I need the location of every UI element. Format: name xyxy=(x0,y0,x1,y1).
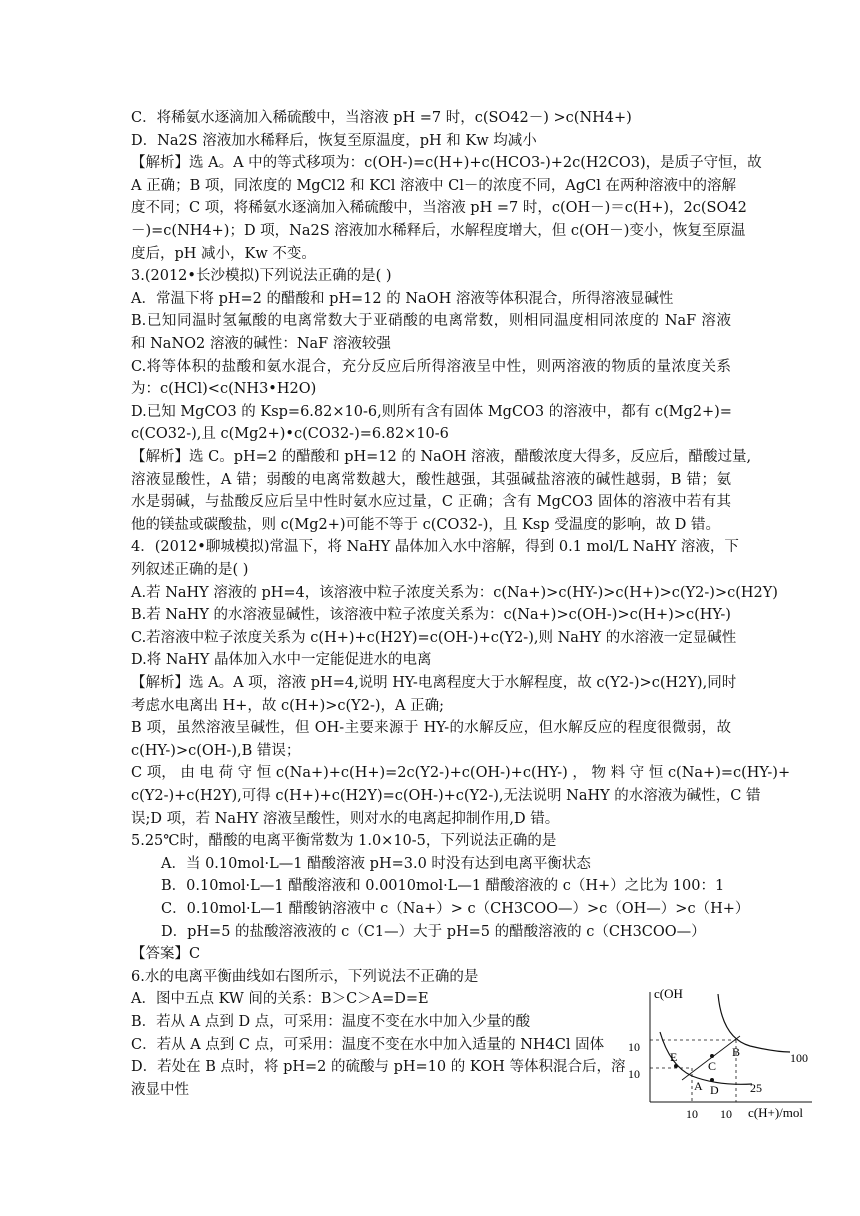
text-line: 5.25℃时，醋酸的电离平衡常数为 1.0×10-5，下列说法正确的是 xyxy=(131,833,557,850)
tick-y-2: 10 xyxy=(628,1067,640,1081)
text-line: －)=c(NH4+)；D 项，Na2S 溶液加水稀释后，水解程度增大，但 c(OH－)变小，恢复至原温 xyxy=(131,223,746,239)
text-line: D.将 NaHY 晶体加入水中一定能促进水的电离 xyxy=(131,652,432,669)
text-line: C.将等体积的盐酸和氨水混合，充分反应后所得溶液呈中性，则两溶液的物质的量浓度关系 xyxy=(131,358,731,375)
text-line: 列叙述正确的是( ) xyxy=(131,562,249,578)
point-d-marker xyxy=(710,1078,714,1082)
text-line: c(HY-)>c(OH-),B 错误； xyxy=(131,742,301,759)
text-line: 【解析】选 C。pH=2 的醋酸和 pH=12 的 NaOH 溶液，醋酸浓度大得多，反应后，醋酸过量, xyxy=(131,449,752,465)
text-line: B．0.10mol·L—1 醋酸溶液和 0.0010mol·L—1 醋酸溶液的 c（H+）之比为 100：1 xyxy=(161,878,725,895)
text-line: 【答案】C xyxy=(131,946,201,963)
text-line: 考虑水电离出 H+，故 c(H+)>c(Y2-)，A 正确; xyxy=(131,697,444,714)
text-line: 为：c(HCl)<c(NH3•H2O) xyxy=(131,381,317,398)
text-line: B.已知同温时氢氟酸的电离常数大于亚硝酸的电离常数，则相同温度相同浓度的 NaF 溶液 xyxy=(131,313,731,330)
text-line: D．pH=5 的盐酸溶液液的 c（C1—）大于 pH=5 的醋酸溶液的 c（CH3COO—） xyxy=(161,923,706,940)
text-line: 溶液显酸性，A 错；弱酸的电离常数越大，酸性越强，其强碱盐溶液的碱性越弱，B 错；氨 xyxy=(131,471,731,488)
text-line: C．将稀氨水逐滴加入稀硫酸中，当溶液 pH =7 时，c(SO42－) >c(NH4+) xyxy=(131,110,632,126)
point-label-c: C xyxy=(708,1059,717,1073)
point-label-e: E xyxy=(670,1050,678,1064)
text-line: c(Y2-)+c(H2Y),可得 c(H+)+c(H2Y)=c(OH-)+c(Y2-),无法说明 NaHY 的水溶液为碱性，C 错 xyxy=(131,788,761,804)
text-line: 3.(2012•长沙模拟)下列说法正确的是( ) xyxy=(131,268,392,285)
tick-x-2: 10 xyxy=(720,1107,732,1120)
text-line: A.若 NaHY 溶液的 pH=4，该溶液中粒子浓度关系为：c(Na+)>c(HY-)>c(H+)>c(Y2-)>c(H2Y) xyxy=(131,584,778,601)
text-line: C．0.10mol·L—1 醋酸钠溶液中 c（Na+）> c（CH3COO—）>c（OH—）>c（H+） xyxy=(161,901,750,917)
text-line: D．Na2S 溶液加水稀释后，恢复至原温度，pH 和 Kw 均减小 xyxy=(131,132,537,149)
text-line: c(CO32-),且 c(Mg2+)•c(CO32-)=6.82×10-6 xyxy=(131,426,449,443)
curve-100c xyxy=(718,994,790,1052)
text-line: 误;D 项，若 NaHY 溶液呈酸性，则对水的电离起抑制作用,D 错。 xyxy=(131,810,560,827)
text-line: 4．(2012•聊城模拟)常温下，将 NaHY 晶体加入水中溶解，得到 0.1 mol/L NaHY 溶液，下 xyxy=(131,539,739,556)
text-line: C 项， 由 电 荷 守 恒 c(Na+)+c(H+)=2c(Y2-)+c(OH-)+c(HY-) ， 物 料 守 恒 c(Na+)=c(HY-)+ xyxy=(131,765,791,782)
text-line: A 正确；B 项，同浓度的 MgCl2 和 KCl 溶液中 Cl－的浓度不同，AgCl 在两种溶液中的溶解 xyxy=(131,177,736,194)
text-line: A．图中五点 KW 间的关系：B＞C＞A=D=E xyxy=(131,991,429,1008)
text-line: 液显中性 xyxy=(131,1081,189,1098)
y-axis-label: c(OH xyxy=(654,986,683,1001)
point-e-marker xyxy=(674,1064,678,1068)
text-line: 和 NaNO2 溶液的碱性：NaF 溶液较强 xyxy=(131,336,391,352)
text-line: D．若处在 B 点时，将 pH=2 的硫酸与 pH=10 的 KOH 等体积混合后，溶 xyxy=(131,1059,626,1076)
text-line: 【解析】选 A。A 中的等式移项为：c(OH-)=c(H+)+c(HCO3-)+2c(H2CO3)，是质子守恒，故 xyxy=(131,155,762,172)
curve-label-25: 25 xyxy=(750,1081,762,1095)
point-label-a: A xyxy=(694,1079,703,1093)
text-line: 度后，pH 减小，Kw 不变。 xyxy=(131,245,316,262)
text-line: C．若从 A 点到 C 点，可采用：温度不变在水中加入适量的 NH4Cl 固体 xyxy=(131,1036,605,1053)
point-label-b: B xyxy=(732,1045,741,1059)
x-axis-label: c(H+)/mol xyxy=(748,1105,803,1120)
text-line: 他的镁盐或碳酸盐，则 c(Mg2+)可能不等于 c(CO32-)，且 Ksp 受温度的影响，故 D 错。 xyxy=(131,516,721,533)
text-line: B．若从 A 点到 D 点，可采用：温度不变在水中加入少量的酸 xyxy=(131,1014,531,1030)
text-line: C.若溶液中粒子浓度关系为 c(H+)+c(H2Y)=c(OH-)+c(Y2-),则 NaHY 的水溶液一定显碱性 xyxy=(131,629,737,646)
tick-y-1: 10 xyxy=(628,1040,640,1054)
text-line: A．常温下将 pH=2 的醋酸和 pH=12 的 NaOH 溶液等体积混合，所得溶液显碱性 xyxy=(131,290,674,307)
text-line: 6.水的电离平衡曲线如右图所示，下列说法不正确的是 xyxy=(131,968,479,985)
text-line: 水是弱碱，与盐酸反应后呈中性时氨水应过量，C 正确；含有 MgCO3 固体的溶液中若有其 xyxy=(131,494,731,511)
text-line: 度不同；C 项，将稀氨水逐滴加入稀硫酸中，当溶液 pH =7 时，c(OH－)＝c(H+)，2c(SO42 xyxy=(131,200,747,217)
text-line: B.若 NaHY 的水溶液显碱性，该溶液中粒子浓度关系为：c(Na+)>c(OH-)>c(H+)>c(HY-) xyxy=(131,607,731,624)
water-ionization-figure xyxy=(600,980,820,1120)
text-line: D.已知 MgCO3 的 Ksp=6.82×10-6,则所有含有固体 MgCO3 的溶液中，都有 c(Mg2+)= xyxy=(131,403,732,420)
text-line: A．当 0.10mol·L—1 醋酸溶液 pH=3.0 时没有达到电离平衡状态 xyxy=(161,855,591,872)
text-line: B 项，虽然溶液呈碱性，但 OH-主要来源于 HY-的水解反应，但水解反应的程度很微弱，故 xyxy=(131,720,731,737)
curve-label-100: 100 xyxy=(790,1051,808,1065)
point-label-d: D xyxy=(710,1083,719,1097)
tick-x-1: 10 xyxy=(686,1107,698,1120)
point-c-marker xyxy=(710,1054,714,1058)
text-line: 【解析】选 A。A 项，溶液 pH=4,说明 HY-电离程度大于水解程度，故 c(Y2-)>c(H2Y),同时 xyxy=(131,675,737,691)
